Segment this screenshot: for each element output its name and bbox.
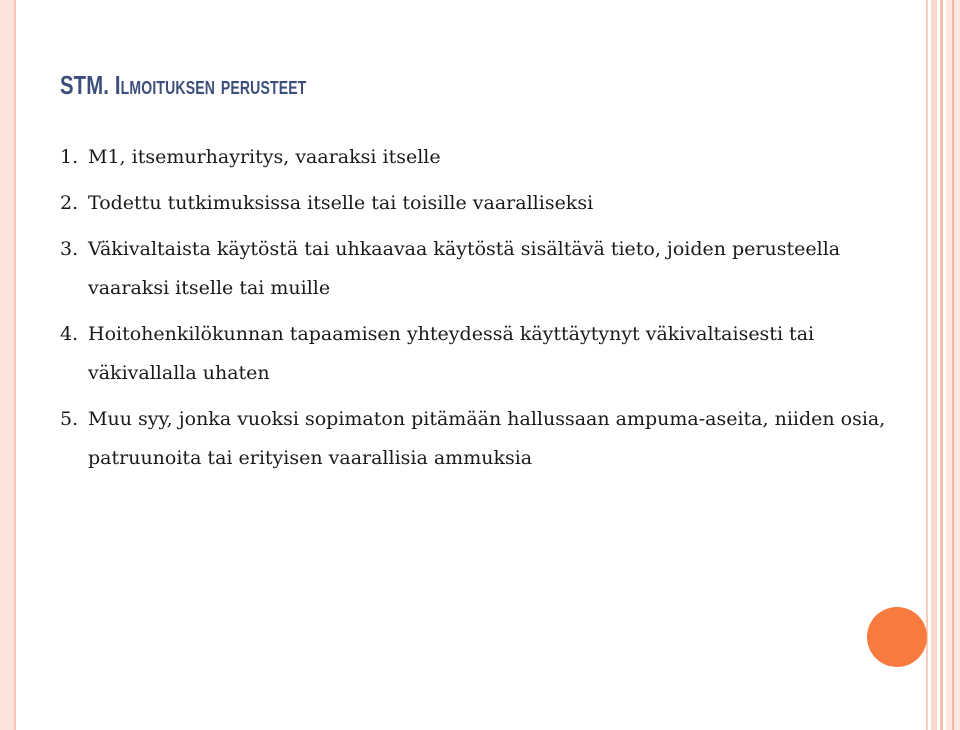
list-item [60, 400, 920, 478]
title-prefix: STM. [60, 70, 110, 100]
list-item [60, 230, 920, 308]
decorative-circle [867, 607, 927, 667]
list-item-text: Väkivaltaista käytöstä tai uhkaavaa käytöstä sisältävä tieto, joiden perusteella vaaraksi itselle tai muille [88, 238, 841, 299]
list-item-text: Hoitohenkilökunnan tapaamisen yhteydessä käyttäytynyt väkivaltaisesti tai väkivallalla uhaten [88, 323, 815, 384]
list-item-number: 3. [60, 238, 79, 260]
stripe [931, 0, 937, 730]
list-item-text: Muu syy, jonka vuoksi sopimaton pitämään hallussaan ampuma-aseita, niiden osia, patruunoita tai erityisen vaarallisia ammuksia [88, 408, 886, 469]
left-decorative-bar [0, 0, 14, 730]
left-decorative-line [14, 0, 16, 730]
list-item [60, 315, 920, 393]
list-item-number: 1. [60, 146, 79, 168]
numbered-list [60, 138, 920, 485]
right-decorative-stripes [926, 0, 960, 730]
slide-title [60, 70, 306, 101]
list-item-text: M1, itsemurhayritys, vaaraksi itselle [88, 146, 441, 168]
list-item [60, 184, 920, 223]
list-item [60, 138, 920, 177]
list-item-number: 2. [60, 192, 79, 214]
list-item-text: Todettu tutkimuksissa itselle tai toisille vaaralliseksi [88, 192, 594, 214]
stripe [926, 0, 928, 730]
list-item-number: 5. [60, 408, 79, 430]
stripe [940, 0, 943, 730]
list-item-number: 4. [60, 323, 79, 345]
title-rest: Ilmoituksen perusteet [114, 70, 307, 100]
stripe [952, 0, 954, 730]
